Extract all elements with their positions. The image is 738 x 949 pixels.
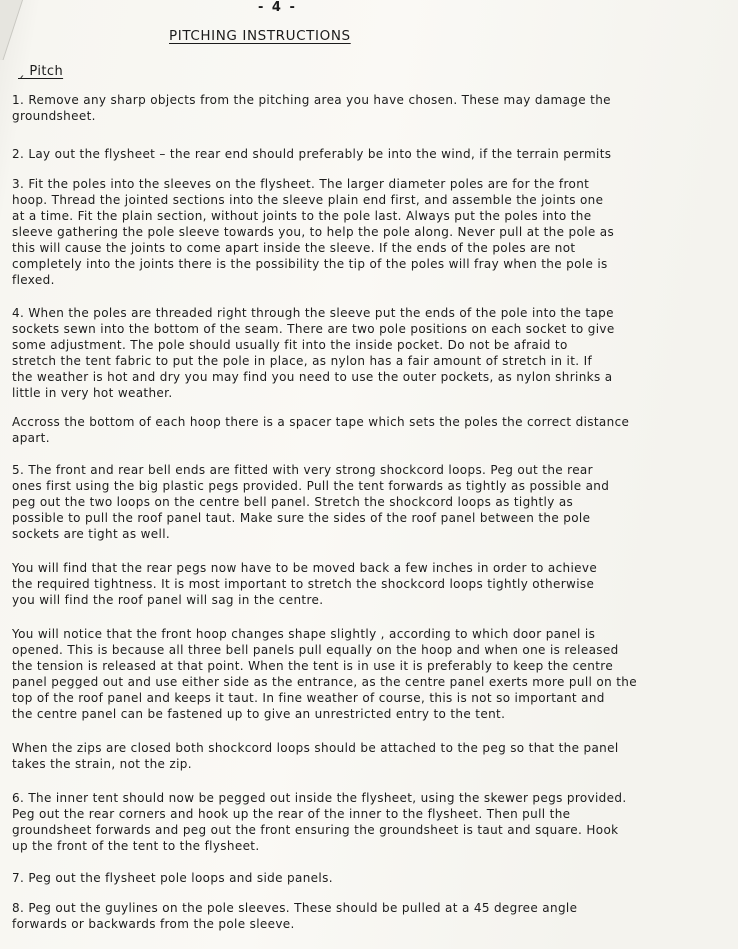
paragraph-rear-pegs [12, 560, 728, 608]
text-line: stretch the tent fabric to put the pole in place, as nylon has a fair amount of stretch in it. If [12, 354, 593, 368]
text-line: the tension is released at that point. When the tent is in use it is preferably to keep the centre [12, 659, 614, 673]
text-line: groundsheet forwards and peg out the front ensuring the groundsheet is taut and square. Hook [12, 823, 619, 837]
page-heading: PITCHING INSTRUCTIONS [169, 28, 351, 44]
text-line: peg out the two loops on the centre bell panel. Stretch the shockcord loops as tightly as [12, 495, 574, 509]
text-line: sleeve gathering the pole sleeve towards you, to help the pole along. Never pull at the pole as [12, 225, 615, 239]
text-line: 6. The inner tent should now be pegged out inside the flysheet, using the skewer pegs provided. [12, 791, 627, 805]
text-line: flexed. [12, 273, 55, 287]
paragraph-front-hoop [12, 626, 728, 722]
text-line: groundsheet. [12, 109, 96, 123]
text-line: at a time. Fit the plain section, without joints to the pole last. Always put the poles into the [12, 209, 592, 223]
paragraph-step-4 [12, 305, 728, 401]
paragraph-step-5 [12, 462, 728, 542]
text-line: up the front of the tent to the flysheet. [12, 839, 260, 853]
text-line: takes the strain, not the zip. [12, 757, 192, 771]
text-line: sockets sewn into the bottom of the seam. There are two pole positions on each socket to give [12, 322, 615, 336]
paragraph-step-6 [12, 790, 728, 854]
text-line: 3. Fit the poles into the sleeves on the flysheet. The larger diameter poles are for the front [12, 177, 590, 191]
text-line: completely into the joints there is the possibility the tip of the poles will fray when the pole is [12, 257, 608, 271]
text-line: When the zips are closed both shockcord loops should be attached to the peg so that the panel [12, 741, 619, 755]
text-line: 7. Peg out the flysheet pole loops and side panels. [12, 871, 333, 885]
paragraph-step-7 [12, 870, 728, 886]
text-line: opened. This is because all three bell panels pull equally on the hoop and when one is released [12, 643, 619, 657]
text-line: panel pegged out and use either side as the entrance, as the centre panel exerts more pull on the [12, 675, 637, 689]
text-line: 1. Remove any sharp objects from the pitching area you have chosen. These may damage the [12, 93, 611, 107]
paragraph-step-1 [12, 92, 728, 124]
text-line: little in very hot weather. [12, 386, 173, 400]
text-line: 2. Lay out the flysheet – the rear end should preferably be into the wind, if the terrain permits [12, 147, 612, 161]
text-line: apart. [12, 431, 50, 445]
text-line: top of the roof panel and keeps it taut. In fine weather of course, this is not so important and [12, 691, 605, 705]
text-line: You will notice that the front hoop changes shape slightly , according to which door panel is [12, 627, 596, 641]
paragraph-zips [12, 740, 728, 772]
text-line: 5. The front and rear bell ends are fitted with very strong shockcord loops. Peg out the rear [12, 463, 593, 477]
text-line: some adjustment. The pole should usually fit into the inside pocket. Do not be afraid to [12, 338, 568, 352]
text-line: the weather is hot and dry you may find you need to use the outer pockets, as nylon shrinks a [12, 370, 613, 384]
paragraph-step-8 [12, 900, 728, 932]
text-line: 8. Peg out the guylines on the pole sleeves. These should be pulled at a 45 degree angle [12, 901, 578, 915]
text-line: you will find the roof panel will sag in the centre. [12, 593, 324, 607]
text-line: sockets are tight as well. [12, 527, 171, 541]
text-line: Peg out the rear corners and hook up the rear of the inner to the flysheet. Then pull the [12, 807, 571, 821]
text-line: 4. When the poles are threaded right through the sleeve put the ends of the pole into the tape [12, 306, 614, 320]
text-line: possible to pull the roof panel taut. Make sure the sides of the roof panel between the pole [12, 511, 591, 525]
paragraph-step-3 [12, 176, 728, 288]
text-line: this will cause the joints to come apart inside the sleeve. If the ends of the poles are not [12, 241, 576, 255]
paragraph-step-2 [12, 146, 728, 162]
section-title: ˏ Pitch [18, 64, 64, 79]
text-line: You will find that the rear pegs now have to be moved back a few inches in order to achieve [12, 561, 598, 575]
text-line: the required tightness. It is most important to stretch the shockcord loops tightly otherwise [12, 577, 595, 591]
page-corner-fold [0, 0, 23, 60]
paragraph-spacer-tape [12, 414, 728, 446]
page-number: - 4 - [258, 0, 297, 15]
text-line: forwards or backwards from the pole sleeve. [12, 917, 295, 931]
text-line: the centre panel can be fastened up to give an unrestricted entry to the tent. [12, 707, 506, 721]
text-line: hoop. Thread the jointed sections into the sleeve plain end first, and assemble the joints one [12, 193, 604, 207]
text-line: ones first using the big plastic pegs provided. Pull the tent forwards as tightly as possible and [12, 479, 610, 493]
text-line: Accross the bottom of each hoop there is a spacer tape which sets the poles the correct distance [12, 415, 630, 429]
